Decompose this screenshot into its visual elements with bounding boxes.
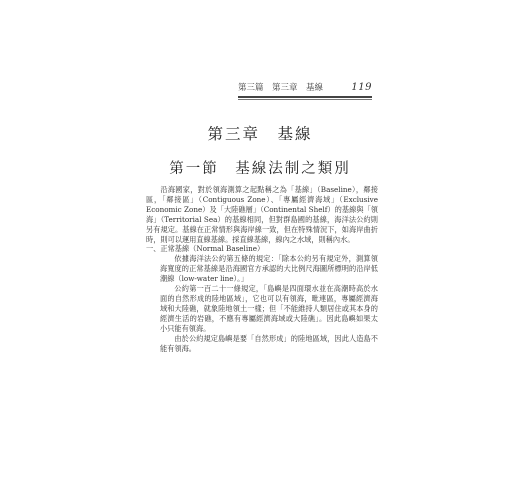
paragraph-artificial-islands: 由於公約規定島嶼是要「自然形成」的陸地區域，因此人造島不能有領海。 — [160, 333, 378, 353]
header-rule — [238, 96, 372, 98]
header-rule-thin — [238, 99, 372, 100]
paragraph-baseline-intro: 沿海國家，對於領海測算之起點稱之為「基線」（Baseline），鄰接區，「鄰接區」（Contiguous Zone）、「專屬經濟海域」（Exclusive Economic Zone）及「大陸礁層」（Continental Shelf）的基線與「領海」（Territorial Sea）的基線相同，但對群島國的基線，海洋法公約則另有規定。基線在正常情形與海岸線一致，但在特殊情況下，如海岸曲折時，則可以運用直線基線。採直線基線，線內之水域，則稱內水。 — [146, 185, 378, 244]
page-number: 119 — [351, 82, 372, 93]
paragraph-article-5: 依據海洋法公約第五條的規定：「除本公約另有規定外，測算領海寬度的正常基線是沿海國官方承認的大比例尺海圖所標明的沿岸低潮線（low-water line）。」 — [160, 254, 378, 284]
body-text — [146, 185, 378, 353]
subheading-normal-baseline: 一、正常基線（Normal Baseline） — [146, 244, 265, 254]
running-title: 第三篇 第三章 基線 — [238, 83, 324, 93]
chapter-title: 第三章 基線 — [207, 125, 313, 143]
paragraph-article-121: 公約第一百二十一條規定，「島嶼是四面環水並在高潮時高於水面的自然形成的陸地區域」，它也可以有領海，毗連區，專屬經濟海域和大陸礁，就象陸地領土一樣；但「不能維持人類居住或其本身的經濟生活的岩礁，不應有專屬經濟海域或大陸礁」。因此島嶼如果太小只能有領海。 — [160, 284, 378, 333]
section-title: 第一節 基線法制之類別 — [169, 161, 351, 177]
running-head — [238, 81, 372, 93]
